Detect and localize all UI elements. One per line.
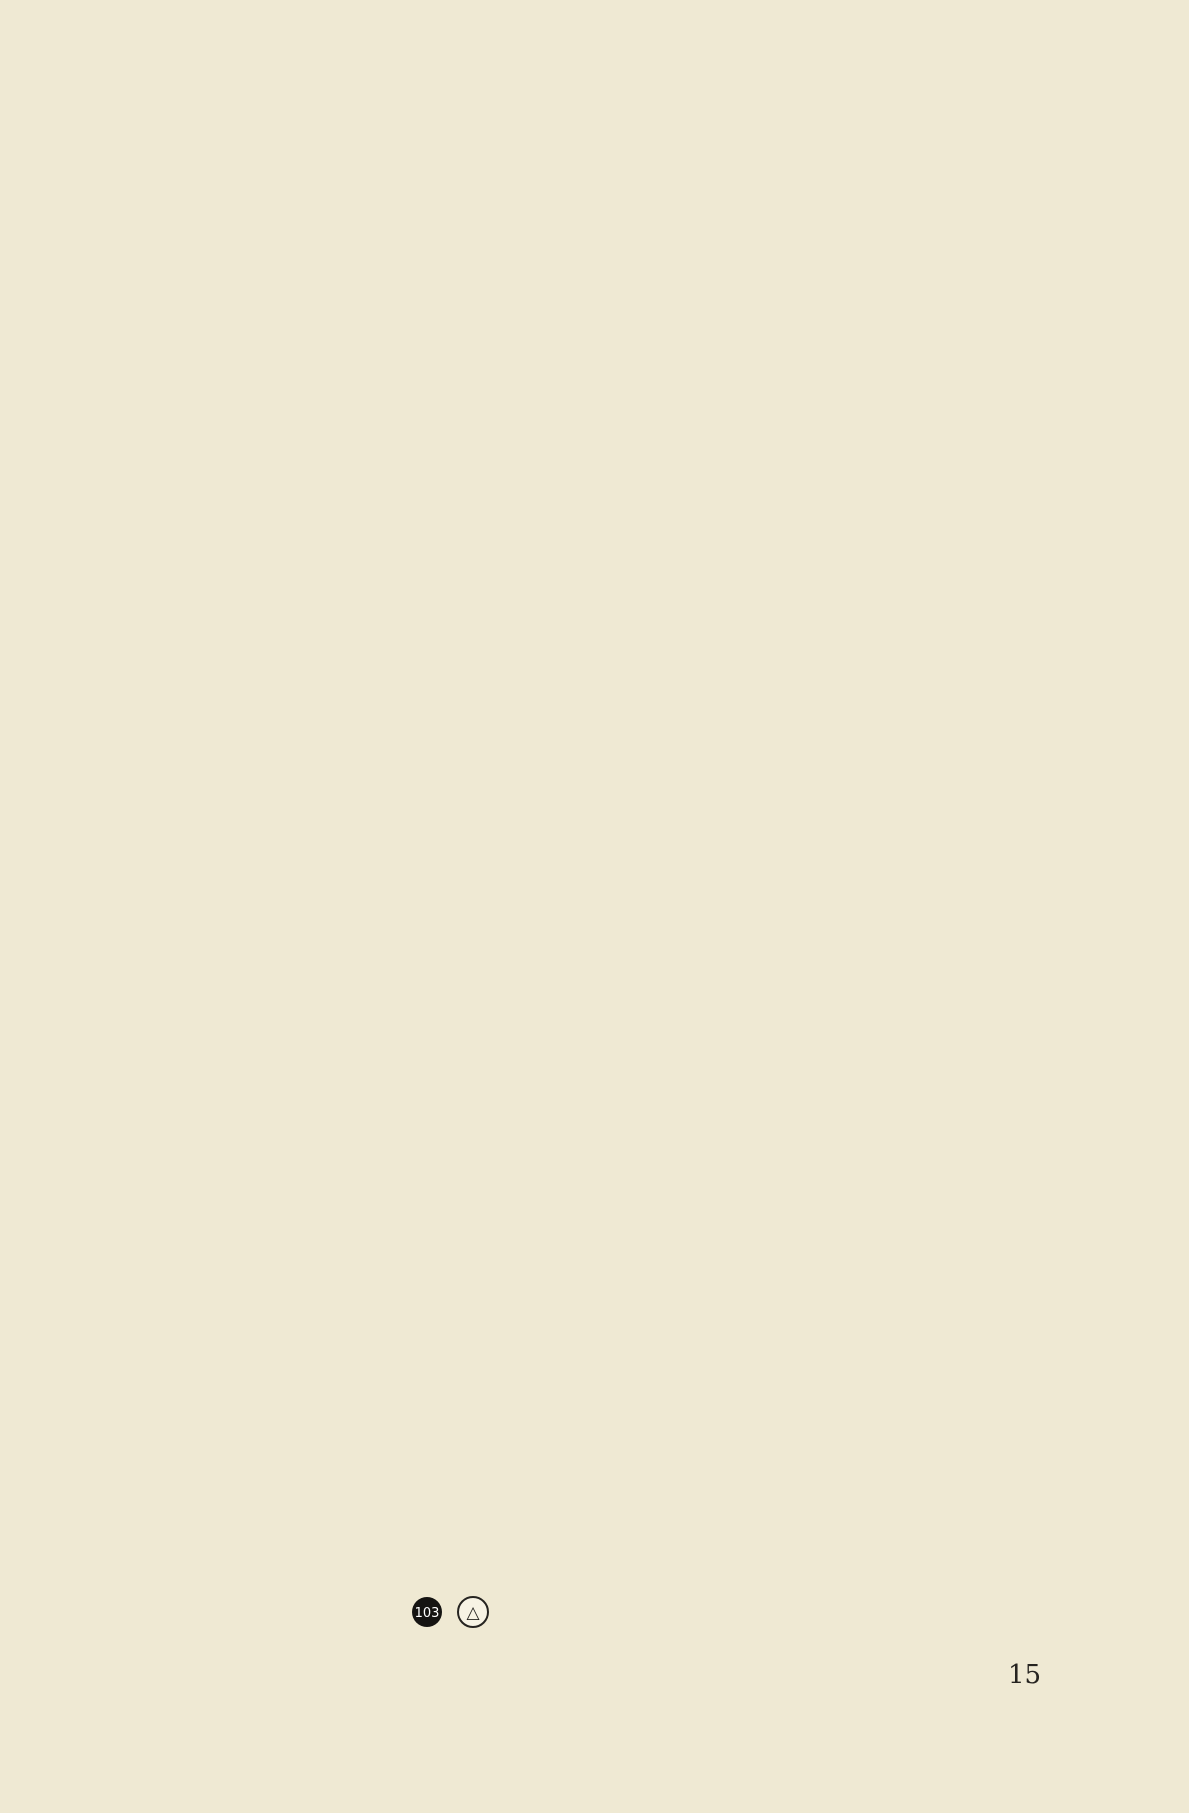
page-number: 15	[1008, 1660, 1042, 1690]
svg-text:△: △	[466, 1603, 480, 1623]
svg-text:103: 103	[414, 1606, 440, 1621]
move-note	[410, 1592, 490, 1632]
black-stone-103-icon	[410, 1595, 444, 1629]
triangle-mark-icon	[456, 1595, 490, 1629]
go-diagram-figure-8	[770, 135, 1110, 715]
go-diagram-record-2	[410, 872, 1122, 1590]
